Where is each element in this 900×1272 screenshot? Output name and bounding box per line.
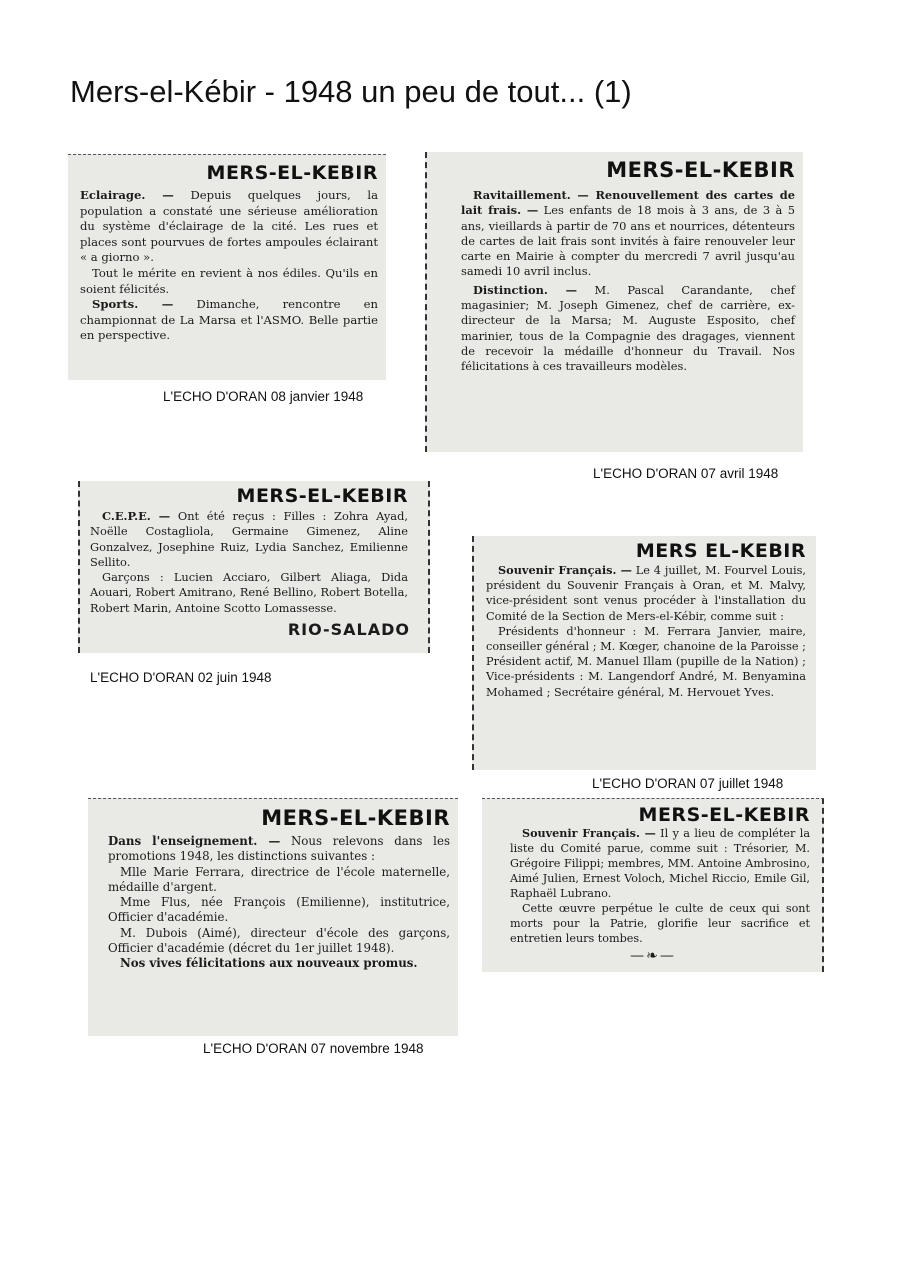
clipping-caption: L'ECHO D'ORAN 07 juillet 1948 — [592, 776, 784, 791]
news-clipping-souvenir — [482, 798, 824, 972]
paragraph-lead: C.E.P.E. — — [102, 509, 171, 523]
paragraph-text: Il y a lieu de compléter la liste du Comité parue, comme suit : Trésorier, M. Grégoire Filippi; membres, MM. Antoine Ambrosino, Aimé Julien, Ernest Voloch, Michel Riccio, Emile Gil, Raphaël Lubrano. — [510, 827, 810, 900]
news-clipping-november — [88, 798, 458, 1036]
clipping-heading: MERS EL-KEBIR — [635, 540, 806, 562]
paragraph-lead: Eclairage. — — [80, 188, 174, 202]
news-clipping-july — [472, 536, 816, 770]
news-clipping-june — [78, 481, 430, 653]
clipping-heading: MERS-EL-KEBIR — [236, 485, 408, 507]
clipping-caption: L'ECHO D'ORAN 07 novembre 1948 — [203, 1041, 424, 1056]
paragraph-text: Dimanche, rencontre en championnat de La Marsa et l'ASMO. Belle partie en perspective. — [80, 297, 379, 343]
clipping-body — [425, 188, 803, 375]
clipping-heading: MERS-EL-KEBIR — [206, 162, 378, 184]
paragraph-lead: Nos vives félicitations aux nouveaux promus. — [120, 956, 418, 971]
paragraph-text: Mlle Marie Ferrara, directrice de l'école maternelle, médaille d'argent. — [108, 864, 450, 894]
clipping-caption: L'ECHO D'ORAN 02 juin 1948 — [90, 670, 272, 685]
next-heading-cutoff: RIO-SALADO — [287, 620, 410, 640]
paragraph-text: Tout le mérite en revient à nos édiles. Qu'ils en soient félicités. — [80, 265, 378, 296]
clipping-heading: MERS-EL-KEBIR — [606, 158, 795, 182]
clipping-left-edge — [78, 481, 83, 653]
paragraph-text: Les enfants de 18 mois à 3 ans, de 3 à 5 ans, vieillards à partir de 70 ans et nourrices, détenteurs de cartes de lait frais sont invités à faire renouveler leur carte en Mairie à compter du mercredi 7 avril jusqu'au samedi 10 avril inclus. — [461, 203, 795, 279]
clipping-body — [68, 188, 386, 344]
paragraph-text: M. Dubois (Aimé), directeur d'école des garçons, Officier d'académie (décret du 1er juillet 1948). — [108, 925, 450, 956]
clipping-heading: MERS-EL-KEBIR — [638, 804, 810, 826]
news-clipping-january — [68, 154, 386, 380]
paragraph-text: Depuis quelques jours, la population a constaté une sérieuse amélioration du système d'éclairage de la cité. Les rues et places sont pourvues de fortes ampoules éclairant « a giorno ». — [80, 188, 378, 265]
clipping-top-rule — [88, 798, 458, 802]
clipping-top-rule — [482, 798, 824, 802]
clipping-right-edge — [425, 481, 430, 653]
page-title: Mers-el-Kébir - 1948 un peu de tout... (1) — [70, 74, 632, 109]
paragraph-text: Mme Flus, née François (Emilienne), institutrice, Officier d'académie. — [108, 895, 450, 925]
paragraph-lead: Dans l'enseignement. — — [108, 834, 281, 848]
paragraph-lead: Distinction. — — [473, 282, 578, 297]
paragraph-text: M. Pascal Carandante, chef magasinier; M. Joseph Gimenez, chef de carrière, ex-directeur de la Marsa; M. Auguste Esposito, chef marinier, tous de la Compagnie des dragages, viennent de recevoir la médaille d'honneur du Travail. Nos félicitations à ces travailleurs modèles. — [461, 282, 795, 374]
paragraph-lead: Souvenir Français. — — [522, 826, 656, 840]
clipping-caption: L'ECHO D'ORAN 07 avril 1948 — [593, 466, 779, 481]
clipping-left-edge — [425, 152, 430, 452]
paragraph-text: Cette œuvre perpétue le culte de ceux qui sont morts pour la Patrie, glorifie leur sacrifice et entretien leurs tombes. — [510, 902, 810, 945]
clipping-top-rule — [68, 154, 386, 158]
paragraph-text: Nous relevons dans les promotions 1948, les distinctions suivantes : — [108, 834, 450, 864]
paragraph-lead: Sports. — — [92, 297, 174, 312]
ornament-divider: —❧— — [630, 948, 676, 964]
paragraph-text: Le 4 juillet, M. Fourvel Louis, président du Souvenir Français à Oran, et M. Malvy, vice-président sont venus procéder à l'installation du Comité de la Section de Mers-el-Kébir, comme suit : — [486, 564, 806, 623]
clipping-body — [472, 563, 816, 700]
clipping-left-edge — [472, 536, 477, 770]
paragraph-text: Garçons : Lucien Acciaro, Gilbert Aliaga, Dida Aouari, Robert Amitrano, René Bellino, Robert Botella, Robert Marin, Antoine Scotto Lomassesse. — [90, 570, 408, 615]
paragraph-text: Présidents d'honneur : M. Ferrara Janvier, maire, conseiller général ; M. Kœger, chanoine de la Paroisse ; Président actif, M. Manuel Illam (pupille de la Nation) ; Vice-présidents : M. Langendorf André, M. Benyamina Mohamed ; Secrétaire général, M. Hervouet Yves. — [486, 624, 806, 699]
clipping-body — [78, 509, 430, 616]
clipping-caption: L'ECHO D'ORAN 08 janvier 1948 — [163, 389, 364, 404]
paragraph-text: Ont été reçus : Filles : Zohra Ayad, Noëlle Costagliola, Germaine Gimenez, Aline Gonzalvez, Josephine Ruiz, Lydia Sanchez, Emilienne Sellito. — [90, 509, 408, 569]
paragraph-lead: Ravitaillement. — Renouvellement des cartes de lait frais. — — [461, 188, 795, 218]
clipping-right-edge — [819, 798, 824, 972]
clipping-body — [482, 826, 824, 946]
clipping-heading: MERS-EL-KEBIR — [261, 806, 450, 830]
clipping-body — [88, 834, 458, 972]
paragraph-lead: Souvenir Français. — — [498, 563, 632, 577]
news-clipping-april — [425, 152, 803, 452]
